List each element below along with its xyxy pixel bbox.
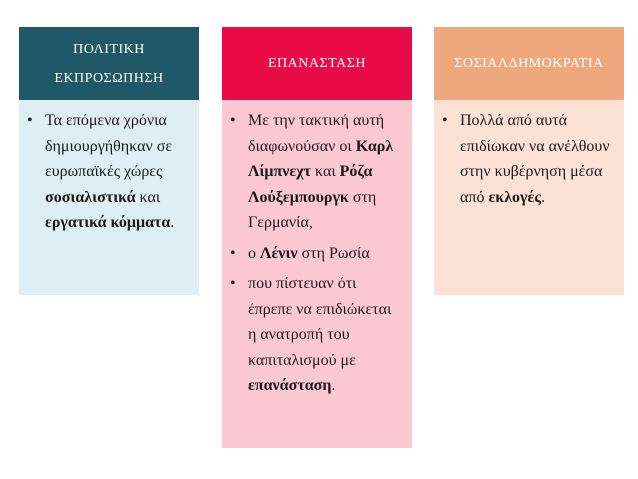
column-political-representation [19,27,199,295]
bold-text: εργατικά κόμματα [45,214,171,231]
bullet-list [27,108,189,236]
text-run: Με την τακτική αυτή διαφωνούσαν οι [248,112,385,155]
bold-text: επανάσταση [248,377,332,394]
bullet-list [442,108,614,210]
text-run: . [170,214,175,231]
text-run: στη Γερμανία, [248,188,377,231]
bullet-item [230,271,402,399]
column-header [19,27,199,100]
column-body [434,100,624,295]
header-line: ΕΚΠΡΟΣΩΠΗΣΗ [54,70,164,86]
bold-text: Καρλ Λίμπνεχτ [248,137,394,180]
text-run: Πολλά από αυτά επιδίωκαν να ανέλθουν στην κυβέρνηση μέσα από [460,112,610,206]
header-line: ΣΟΣΙΑΛΔΗΜΟΚΡΑΤΙΑ [454,56,604,71]
bullet-item [27,108,189,236]
text-run: . [541,188,546,206]
bullet-item [442,108,614,210]
text-run: που πίστευαν ότι έπρεπε να επιδιώκεται η ανατροπή του καπιταλισμού με [248,275,392,369]
bold-text: σοσιαλιστικά [45,188,136,206]
text-run: και [135,188,161,206]
text-run: στη Ρωσία [297,244,370,262]
bold-text: Ρόζα Λούξεμπουργκ [248,163,373,206]
bullet-item [230,108,402,236]
column-header [222,27,412,100]
column-social-democracy [434,27,624,295]
column-header [434,27,624,100]
bold-text: εκλογές [488,188,542,206]
text-run: και [311,163,340,180]
text-run: ο [248,244,260,262]
header-line: ΠΟΛΙΤΙΚΗ [73,41,145,57]
text-run: . [331,377,336,394]
text-run: Τα επόμενα χρόνια δημιουργήθηκαν σε ευρωπαϊκές χώρες [45,112,173,180]
column-body [19,100,199,295]
column-revolution [222,27,412,448]
bold-text: Λένιν [260,244,298,262]
column-body [222,100,412,448]
bullet-list [230,108,402,399]
bullet-item [230,241,402,267]
header-line: ΕΠΑΝΑΣΤΑΣΗ [268,56,366,71]
